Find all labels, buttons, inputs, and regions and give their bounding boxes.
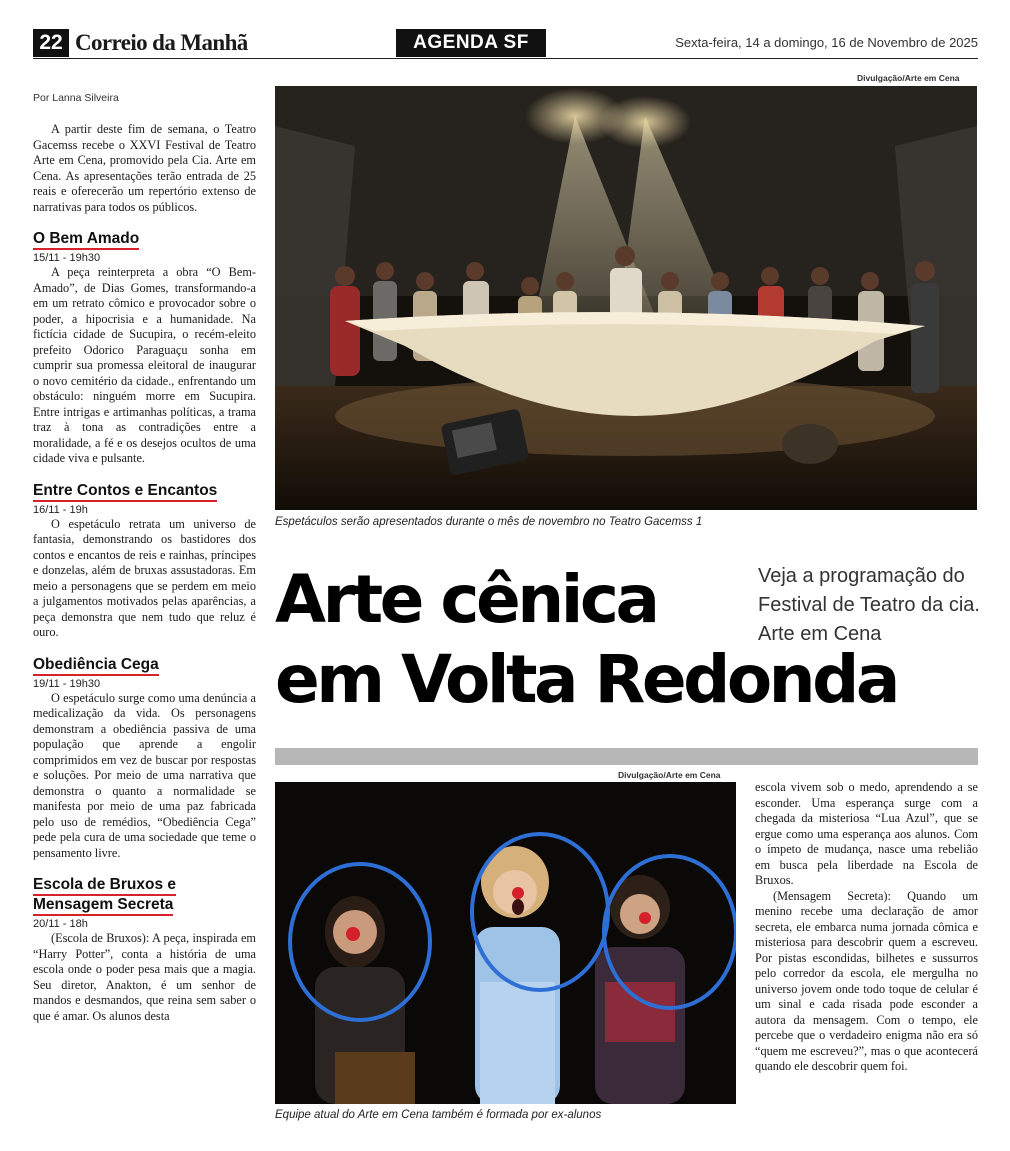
section-text: A peça reinterpreta a obra “O Bem-Amado”, de Dias Gomes, transformando-a em um retrato cômico e provocador sobre o poder, a hipocrisia e a humanidade. Na fictícia cidade de Sucupira, o recém-eleito prefeito Odorico Paraguaçu sonha em cumprir sua promessa eleitoral de inaugurar o novo cemitério da cidade., enfrentando um obstáculo: ninguém morre em Sucupira. Entre intrigas e artimanhas políticas, a trama traz à tona as contradições entre a moralidade, a fé e os desejos ocultos de uma cidade viva e pulsante. <box>33 265 256 465</box>
section-date: 15/11 - 19h30 <box>33 252 101 264</box>
right-column <box>755 780 978 1075</box>
clowns-photo <box>275 782 736 1104</box>
section-text: O espetáculo surge como uma denúncia a medicalização da vida. Os personagens demonstram a obediência passiva de uma população que aprende a engolir comprimidos em vez de buscar por respostas e soluções. Por meio de uma narrativa que demonstra o quanto a normalidade se manifesta por meio de uma paz fabricada pelo uso de remédios, “Obediência Cega” pede pela cura de uma sociedade que teme o pensamento livre. <box>33 690 256 860</box>
section-escola-de-bruxos <box>33 875 256 1024</box>
intro-paragraph: A partir deste fim de semana, o Teatro Gacemss recebe o XXVI Festival de Teatro Arte em Cena, promovido pela Cia. Arte em Cena. As apresentações terão entrada de 25 reais e oferecerão um repertório extenso de narrativas para todos os públicos. <box>33 122 256 214</box>
section-o-bem-amado <box>33 229 256 467</box>
page-number: 22 <box>33 29 69 57</box>
section-title: Obediência Cega <box>33 656 159 676</box>
page-header <box>33 29 978 59</box>
continuation-paragraph: escola vivem sob o medo, aprendendo a se esconder. Uma esperança surge com a chegada da misteriosa “Lua Azul”, que se ergue como uma esperança aos alunos. Com o ímpeto de mudança, nasce uma rebelião em busca pela liberdade na Escola de Bruxos. <box>755 780 978 887</box>
section-title: Mensagem Secreta <box>33 896 173 916</box>
issue-date: Sexta-feira, 14 a domingo, 16 de Novembro de 2025 <box>675 35 978 50</box>
section-date: 19/11 - 19h30 <box>33 677 101 690</box>
section-obediencia-cega <box>33 655 256 862</box>
newspaper-name: Correio da Manhã <box>75 30 248 55</box>
mensagem-secreta-paragraph: (Mensagem Secreta): Quando um menino recebe uma declaração de amor secreta, ele embarca numa jornada cômica e misteriosa para descobrir quem a escreveu. Por pistas escondidas, bilhetes e sussurros pelo corredor da escola, ele mergulha no universo jovem onde todo toque de celular é um sinal e cada risada pode esconder a autora da mensagem. Com o tempo, ele percebe que o verdadeiro enigma não era só “quem me escreveu?”, mas o que acontecerá quando ele descobrir quem foi. <box>755 888 978 1073</box>
headline-line: em Volta Redonda <box>275 641 897 718</box>
section-date: 16/11 - 19h <box>33 503 88 516</box>
photo-caption: Espetáculos serão apresentados durante o mês de novembro no Teatro Gacemss 1 <box>275 516 703 528</box>
clowns-photo-image <box>275 782 736 1104</box>
section-entre-contos <box>33 481 256 641</box>
photo-credit: Divulgação/Arte em Cena <box>857 73 960 83</box>
section-label: AGENDA SF <box>396 29 546 57</box>
deck-subtitle: Veja a programação do Festival de Teatro da cia. Arte em Cena <box>758 565 980 645</box>
section-title: Entre Contos e Encantos <box>33 482 217 502</box>
stage-photo <box>275 86 977 510</box>
photo-caption: Equipe atual do Arte em Cena também é formada por ex-alunos <box>275 1109 602 1121</box>
intro-text <box>33 122 256 215</box>
stage-photo-image <box>275 86 977 510</box>
headline-line: Arte cênica <box>275 561 657 638</box>
section-text: O espetáculo retrata um universo de fantasia, demonstrando os bastidores dos contos e encantos de reis e rainhas, príncipes e donzelas, além de bruxas assustadoras. Em meio a personagens que se perdem em meio a julgamentos motivados pelas aparências, a peça demonstra que nem tudo que reluz é ouro. <box>33 516 256 639</box>
section-title: Escola de Bruxos e <box>33 876 176 896</box>
section-title: O Bem Amado <box>33 230 139 250</box>
section-date: 20/11 - 18h <box>33 918 88 930</box>
photo-credit: Divulgação/Arte em Cena <box>618 770 721 780</box>
byline: Por Lanna Silveira <box>33 92 119 104</box>
left-column <box>33 92 256 1024</box>
divider-bar <box>275 748 978 765</box>
section-text: (Escola de Bruxos): A peça, inspirada em “Harry Potter”, conta a história de uma escola onde o poder pesa mais que a magia. Seu diretor, Anakton, é um senhor de mandos e desmandos, que reina sem saber o que é amar. Os alunos desta <box>33 931 256 1023</box>
